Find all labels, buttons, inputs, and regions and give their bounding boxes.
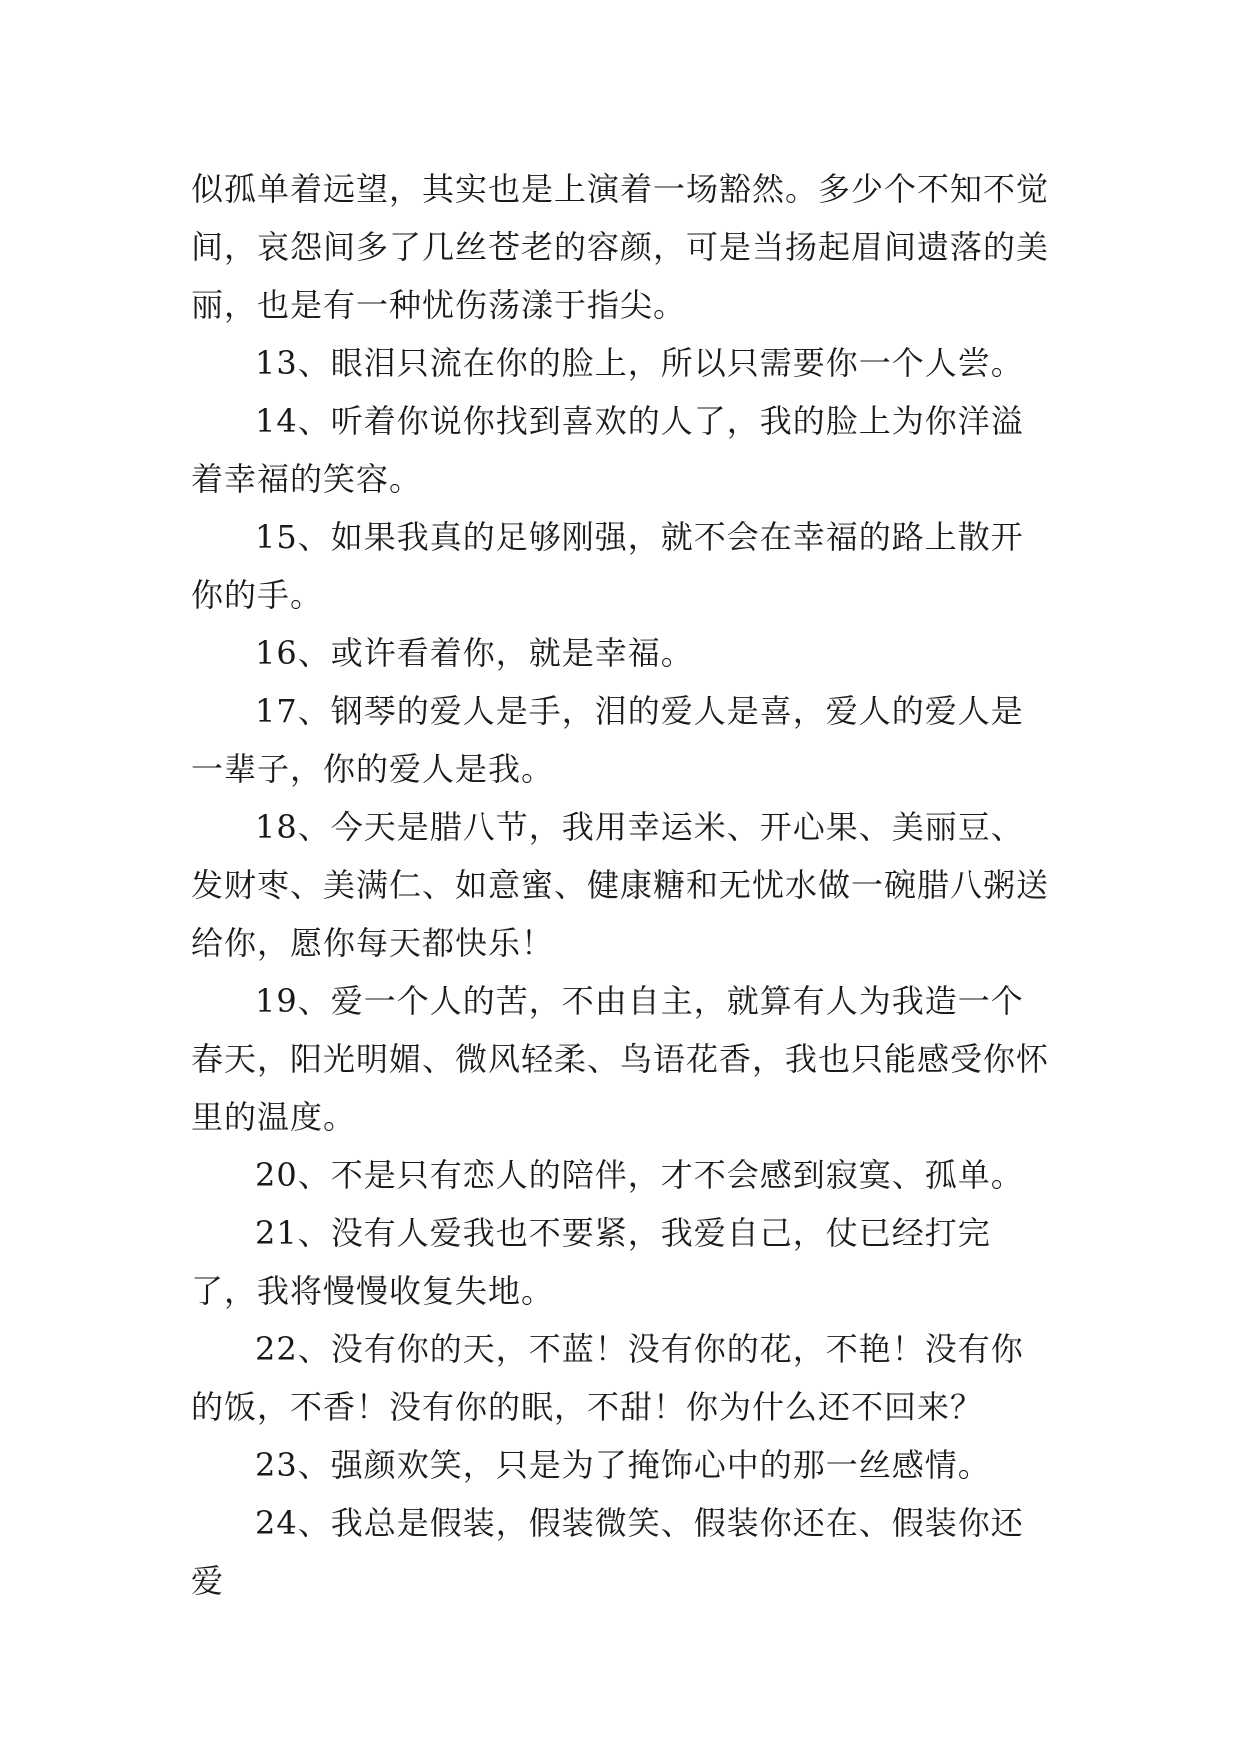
paragraph-23: 23、强颜欢笑，只是为了掩饰心中的那一丝感情。	[255, 1446, 991, 1484]
paragraph-20: 20、不是只有恋人的陪伴，才不会感到寂寞、孤单。	[255, 1156, 1024, 1194]
paragraph-19: 19、爱一个人的苦，不由自主，就算有人为我造一个春天，阳光明媚、微风轻柔、鸟语花香，我也只能感受你怀里的温度。	[191, 982, 1050, 1136]
paragraph-continuation: 似孤单着远望，其实也是上演着一场豁然。多少个不知不觉间，哀怨间多了几丝苍老的容颜，可是当扬起眉间遗落的美丽，也是有一种忧伤荡漾于指尖。	[191, 170, 1050, 324]
paragraph-15: 15、如果我真的足够刚强，就不会在幸福的路上散开你的手。	[191, 518, 1024, 614]
paragraph-14: 14、听着你说你找到喜欢的人了，我的脸上为你洋溢着幸福的笑容。	[191, 402, 1024, 498]
document-body	[191, 160, 1051, 1610]
paragraph-24: 24、我总是假装，假装微笑、假装你还在、假装你还爱	[191, 1504, 1024, 1600]
paragraph-13: 13、眼泪只流在你的脸上，所以只需要你一个人尝。	[255, 344, 1024, 382]
paragraph-22: 22、没有你的天，不蓝！没有你的花，不艳！没有你的饭，不香！没有你的眠，不甜！你为什么还不回来？	[191, 1330, 1024, 1426]
paragraph-18: 18、今天是腊八节，我用幸运米、开心果、美丽豆、发财枣、美满仁、如意蜜、健康糖和无忧水做一碗腊八粥送给你，愿你每天都快乐！	[191, 808, 1050, 962]
paragraph-16: 16、或许看着你，就是幸福。	[255, 634, 694, 672]
paragraph-21: 21、没有人爱我也不要紧，我爱自己，仗已经打完了，我将慢慢收复失地。	[191, 1214, 991, 1310]
paragraph-17: 17、钢琴的爱人是手，泪的爱人是喜，爱人的爱人是一辈子，你的爱人是我。	[191, 692, 1024, 788]
